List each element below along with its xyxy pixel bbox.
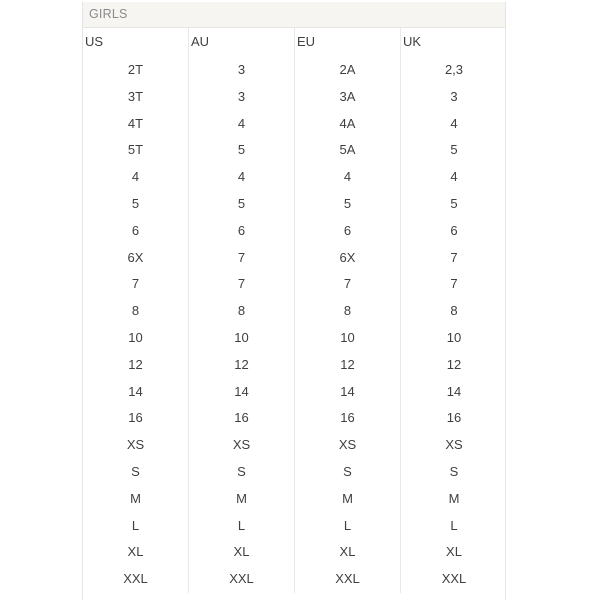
table-cell-eu: 3A <box>295 84 401 111</box>
column-header-eu: EU <box>295 28 401 57</box>
table-cell-uk: L <box>450 517 458 533</box>
table-cell-uk: 6 <box>450 222 458 238</box>
table-title: GIRLS <box>83 2 505 28</box>
table-cell-us: M <box>83 486 189 513</box>
table-cell-us: L <box>83 513 189 540</box>
table-cell-au: 10 <box>189 325 295 352</box>
table-cell-us: 3T <box>83 84 189 111</box>
table-cell-eu: 4A <box>295 111 401 138</box>
table-cell-au: XL <box>189 539 295 566</box>
table-cell-eu: 6 <box>295 218 401 245</box>
table-cell-eu: 4 <box>295 164 401 191</box>
table-cell-au: 4 <box>189 111 295 138</box>
table-cell-au: 16 <box>189 405 295 432</box>
table-cell-au: XS <box>189 432 295 459</box>
table-cell-uk: 16 <box>446 410 462 426</box>
table-cell-us: 5T <box>83 137 189 164</box>
table-cell-eu: 6X <box>295 245 401 272</box>
table-cell-us: 14 <box>83 379 189 406</box>
table-cell-au: 8 <box>189 298 295 325</box>
table-cell-eu: 8 <box>295 298 401 325</box>
table-cell-uk: S <box>449 463 459 479</box>
size-grid <box>83 28 505 593</box>
table-cell-uk: XL <box>446 544 462 560</box>
table-cell-au: 5 <box>189 191 295 218</box>
table-cell-us: 10 <box>83 325 189 352</box>
table-cell-us: 4T <box>83 111 189 138</box>
table-cell-uk: 3 <box>450 88 458 104</box>
table-cell-uk: XXL <box>441 571 467 587</box>
table-cell-us: 6X <box>83 245 189 272</box>
table-cell-eu: 14 <box>295 379 401 406</box>
table-cell-eu: XL <box>295 539 401 566</box>
table-cell-au: 14 <box>189 379 295 406</box>
table-cell-uk: 12 <box>446 356 462 372</box>
table-cell-uk: M <box>448 490 460 506</box>
table-cell-eu: 5 <box>295 191 401 218</box>
table-cell-uk: 10 <box>446 329 462 345</box>
table-cell-au: 7 <box>189 271 295 298</box>
table-cell-eu: 12 <box>295 352 401 379</box>
table-cell-au: S <box>189 459 295 486</box>
table-cell-eu: 10 <box>295 325 401 352</box>
table-cell-uk: XS <box>445 437 463 453</box>
table-cell-uk: 7 <box>450 249 458 265</box>
table-cell-au: 7 <box>189 245 295 272</box>
column-header-us: US <box>83 28 189 57</box>
table-cell-uk: 4 <box>450 169 458 185</box>
table-cell-au: M <box>189 486 295 513</box>
table-cell-us: S <box>83 459 189 486</box>
table-cell-us: 7 <box>83 271 189 298</box>
table-cell-eu: 16 <box>295 405 401 432</box>
table-cell-eu: S <box>295 459 401 486</box>
table-cell-au: 4 <box>189 164 295 191</box>
table-cell-uk: 8 <box>450 303 458 319</box>
table-cell-uk: 7 <box>450 276 458 292</box>
table-cell-uk: 5 <box>450 195 458 211</box>
table-cell-uk: 5 <box>450 142 458 158</box>
table-cell-us: 2T <box>83 57 189 84</box>
table-cell-eu: 5A <box>295 137 401 164</box>
table-cell-us: 4 <box>83 164 189 191</box>
table-cell-us: 12 <box>83 352 189 379</box>
table-cell-au: 12 <box>189 352 295 379</box>
table-cell-us: 6 <box>83 218 189 245</box>
table-cell-uk: 2,3 <box>444 62 464 77</box>
table-cell-au: 3 <box>189 84 295 111</box>
column-header-au: AU <box>189 28 295 57</box>
table-cell-eu: XS <box>295 432 401 459</box>
size-chart-table <box>82 2 506 600</box>
table-cell-au: 6 <box>189 218 295 245</box>
table-cell-uk: 14 <box>446 383 462 399</box>
table-cell-au: L <box>189 513 295 540</box>
table-cell-us: 8 <box>83 298 189 325</box>
table-cell-au: XXL <box>189 566 295 593</box>
table-cell-uk: 4 <box>450 115 458 131</box>
table-cell-eu: XXL <box>295 566 401 593</box>
table-cell-us: XL <box>83 539 189 566</box>
table-cell-us: 5 <box>83 191 189 218</box>
table-cell-eu: M <box>295 486 401 513</box>
table-cell-eu: 2A <box>295 57 401 84</box>
table-cell-us: XS <box>83 432 189 459</box>
column-header-uk: UK <box>403 34 422 49</box>
table-cell-us: 16 <box>83 405 189 432</box>
table-cell-eu: 7 <box>295 271 401 298</box>
table-cell-eu: L <box>295 513 401 540</box>
table-cell-us: XXL <box>83 566 189 593</box>
table-cell-au: 3 <box>189 57 295 84</box>
table-cell-au: 5 <box>189 137 295 164</box>
